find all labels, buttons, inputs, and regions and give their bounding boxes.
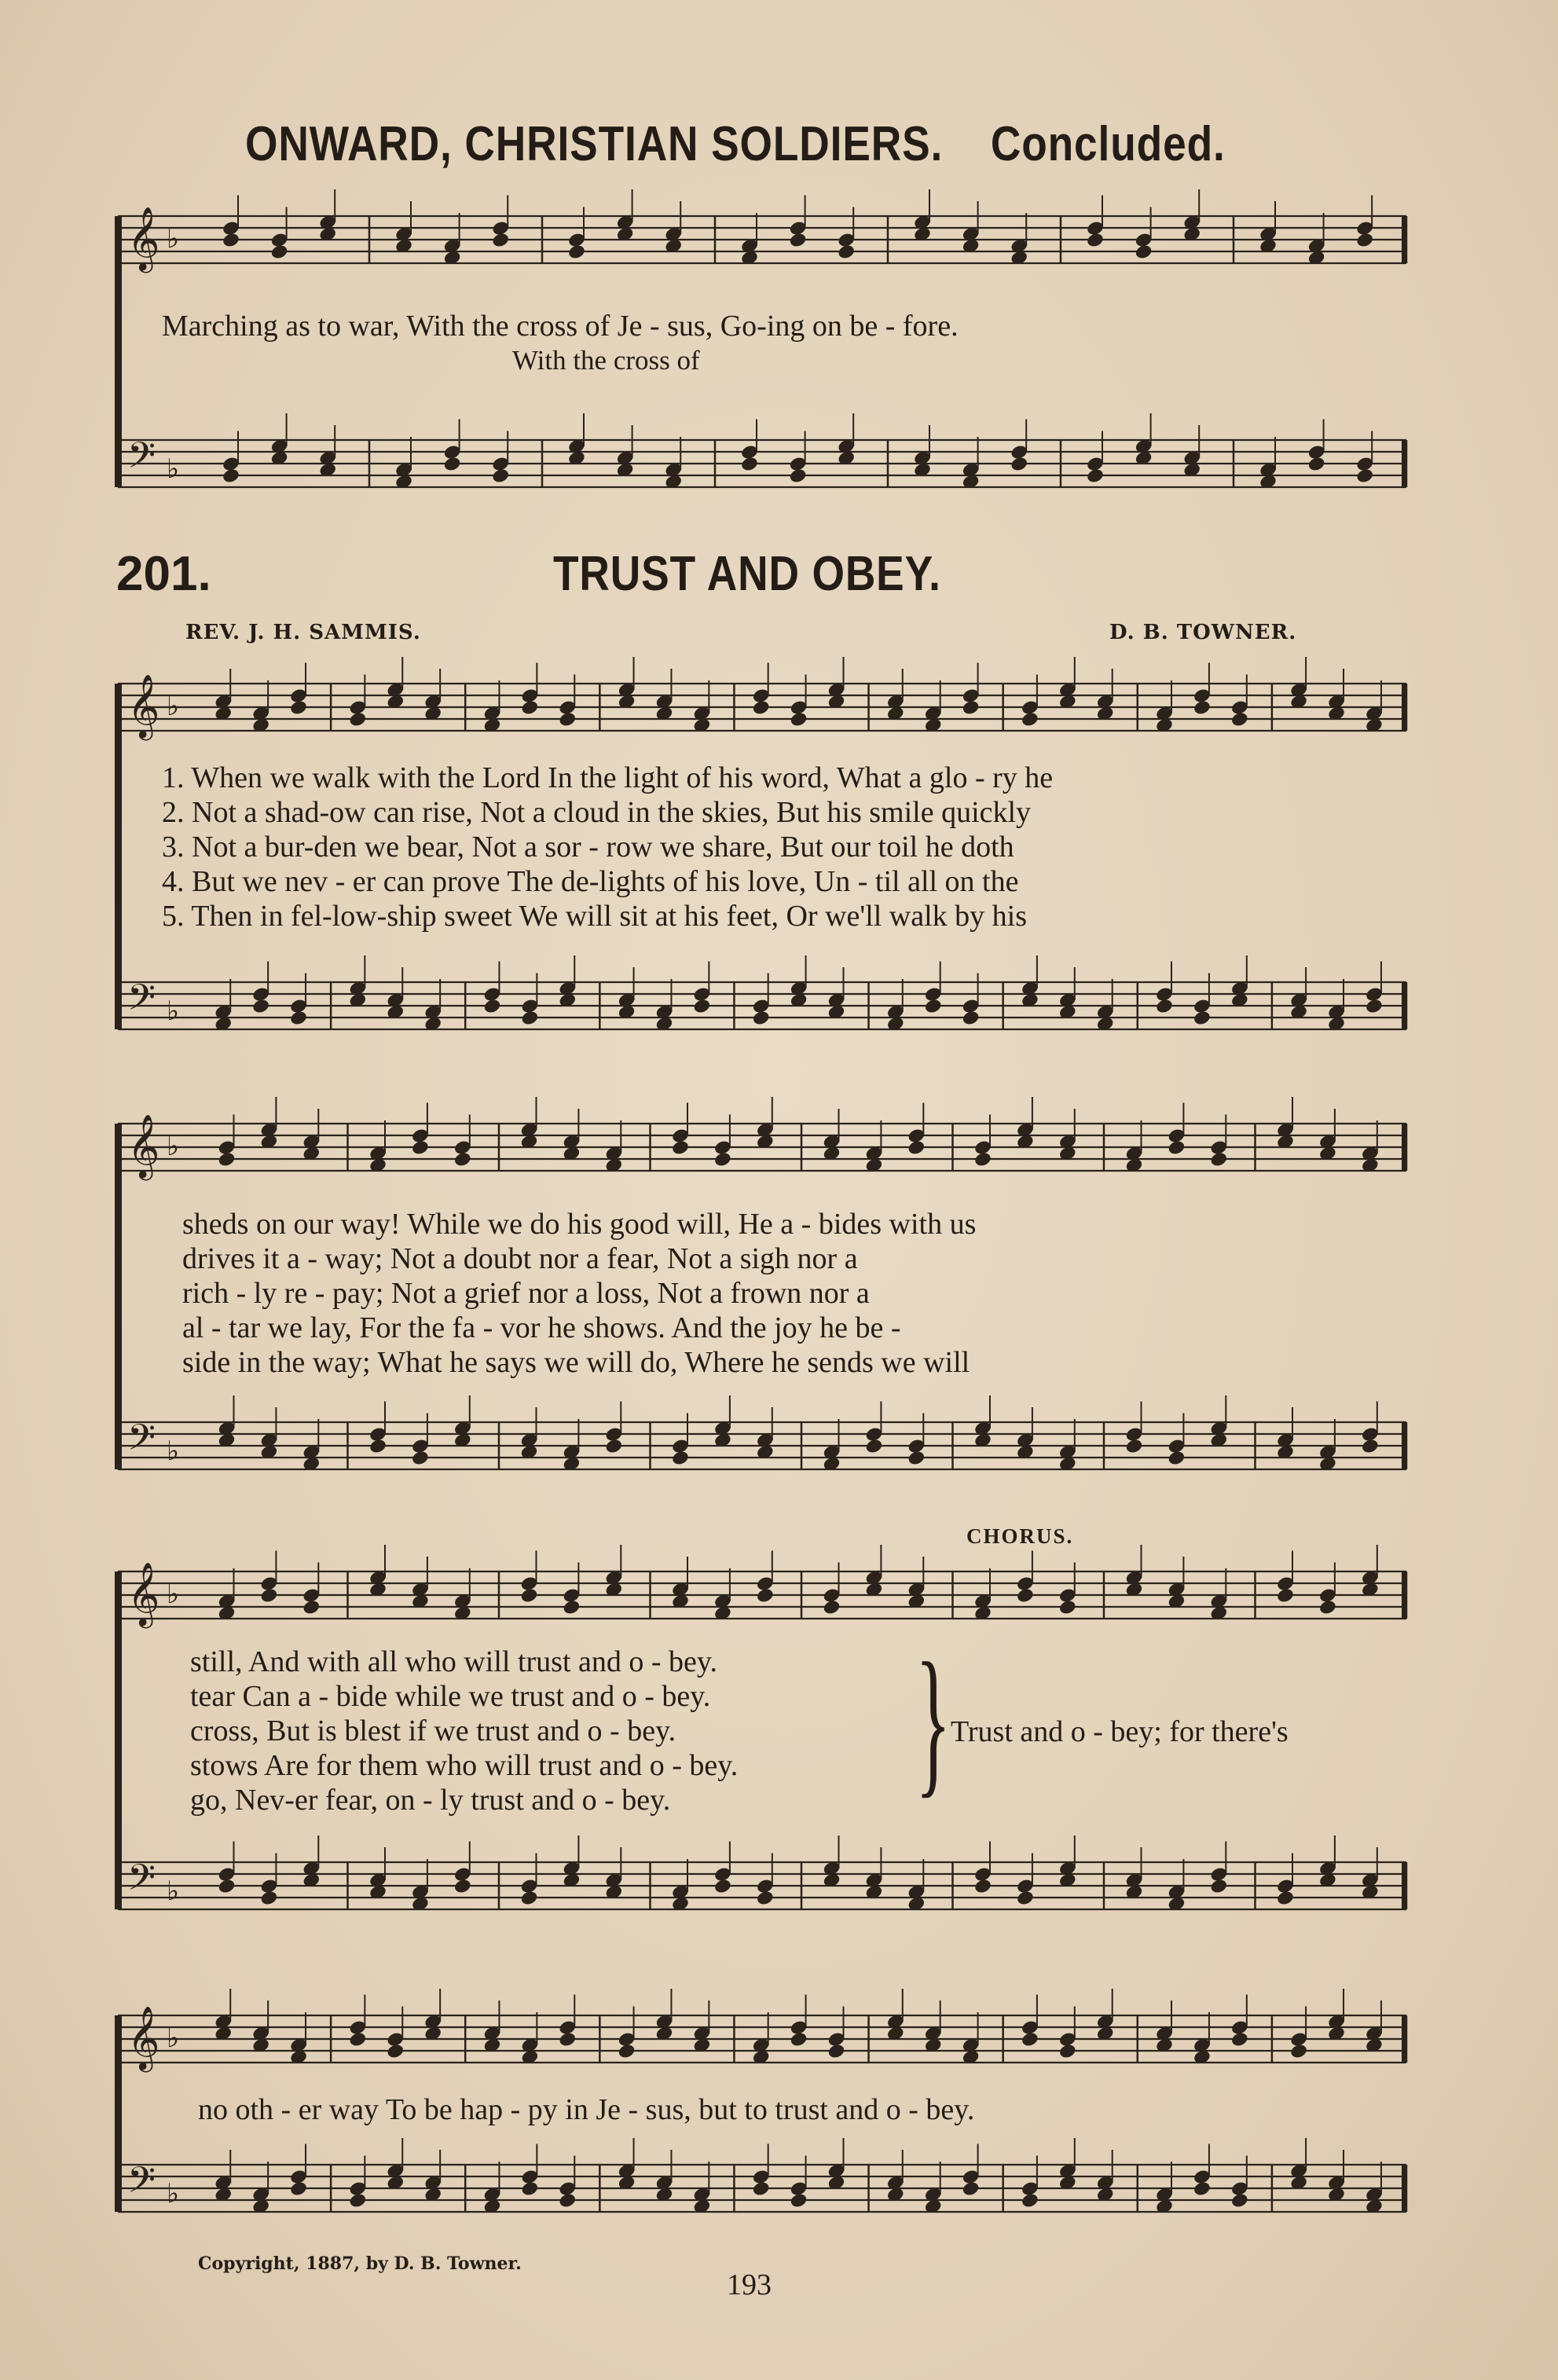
note-head: [827, 2043, 845, 2059]
note-head: [1276, 1890, 1295, 1906]
key-flat: ♭: [167, 1876, 180, 1907]
key-flat: ♭: [167, 453, 180, 485]
note-head: [217, 1151, 236, 1168]
note-head: [1086, 468, 1105, 484]
note-head: [752, 699, 771, 716]
note-head: [756, 1890, 775, 1906]
note-head: [1016, 1587, 1035, 1604]
note-head: [289, 2180, 308, 2197]
note-head: [482, 998, 501, 1014]
note-head: [1058, 2043, 1077, 2059]
note-head: [217, 1878, 236, 1894]
note-head: [558, 2192, 577, 2209]
note-head: [558, 2031, 577, 2048]
note-head: [1016, 1890, 1035, 1906]
note-head: [562, 1599, 581, 1615]
note-head: [1193, 699, 1212, 716]
note-head: [491, 232, 510, 248]
verse-line: go, Nev-er fear, on - ly trust and o - bey.: [190, 1784, 671, 1817]
note-head: [1365, 998, 1384, 1014]
system-bracket: [115, 1124, 122, 1469]
final-bar: [1402, 684, 1407, 731]
note-head: [907, 1139, 926, 1156]
note-head: [519, 1890, 538, 1906]
note-head: [520, 1010, 539, 1026]
treble-clef: 𝄞: [127, 2005, 160, 2070]
note-head: [837, 244, 856, 260]
hymn-number: 201.: [116, 547, 211, 601]
note-head: [520, 699, 539, 716]
note-head: [453, 1878, 472, 1894]
bass-clef: 𝄢: [127, 435, 156, 486]
note-head: [1355, 468, 1374, 484]
note-head: [348, 711, 367, 728]
final-bar: [1402, 1124, 1407, 1171]
final-bar: [1402, 1571, 1407, 1619]
note-head: [1010, 456, 1028, 472]
note-head: [491, 468, 510, 484]
verse-line: rich - ly re - pay; Not a grief nor a loss, Not a frown nor a: [182, 1277, 870, 1310]
verse-line: stows Are for them who will trust and o - bey.: [190, 1749, 739, 1782]
note-head: [453, 1151, 472, 1168]
final-bar: [1402, 216, 1407, 263]
note-head: [713, 1151, 732, 1168]
note-head: [1230, 2031, 1249, 2048]
verse-line: 2. Not a shad-ow can rise, Not a cloud in the skies, But his smile quickly: [162, 796, 1032, 829]
note-head: [822, 1599, 841, 1615]
note-head: [1209, 1151, 1228, 1168]
verse-line: cross, But is blest if we trust and o - bey.: [190, 1714, 676, 1747]
note-head: [1193, 2180, 1212, 2197]
verse-line: 3. Not a bur-den we bear, Not a sor - row we share, But our toil he doth: [162, 831, 1014, 864]
note-head: [1086, 232, 1105, 248]
note-head: [302, 1599, 321, 1615]
note-head: [567, 244, 586, 260]
note-head: [348, 2192, 367, 2209]
verse-line: 5. Then in fel-low-ship sweet We will sit at his feet, Or we'll walk by his: [162, 900, 1028, 933]
note-head: [752, 1010, 771, 1026]
bass-clef: 𝄢: [127, 2159, 156, 2210]
treble-clef: 𝄞: [127, 1561, 160, 1626]
note-head: [962, 1010, 981, 1026]
continuation-lyric-line: Marching as to war, With the cross of Je - sus, Go-ing on be - fore.: [162, 310, 959, 343]
note-head: [740, 456, 759, 472]
copyright-notice: Copyright, 1887, by D. B. Towner.: [198, 2253, 522, 2274]
note-head: [789, 711, 808, 728]
note-head: [1193, 1010, 1212, 1026]
note-head: [1289, 2043, 1308, 2059]
chorus-line-2: no oth - er way To be hap - py in Je - sus, but to trust and o - bey.: [198, 2093, 975, 2126]
continuation-title-text: ONWARD, CHRISTIAN SOLDIERS.: [245, 117, 944, 171]
key-flat: ♭: [167, 996, 180, 1027]
note-head: [692, 998, 711, 1014]
note-head: [1318, 1599, 1337, 1615]
note-head: [1307, 456, 1326, 472]
final-bar: [1402, 2015, 1407, 2063]
note-head: [558, 711, 577, 728]
note-head: [520, 2180, 539, 2197]
note-head: [259, 1890, 278, 1906]
note-head: [251, 998, 270, 1014]
note-head: [1230, 2192, 1249, 2209]
composer-credit: D. B. TOWNER.: [1109, 621, 1297, 644]
note-head: [962, 2180, 981, 2197]
concluded-label: Concluded.: [990, 117, 1226, 171]
final-bar: [1402, 440, 1407, 487]
key-flat: ♭: [167, 1579, 180, 1610]
key-flat: ♭: [167, 2178, 180, 2209]
verse-line: still, And with all who will trust and o - bey.: [190, 1645, 717, 1678]
note-head: [962, 699, 981, 716]
note-head: [270, 244, 289, 260]
note-head: [973, 1878, 992, 1894]
verse-line: side in the way; What he says we will do, Where he sends we will: [182, 1346, 970, 1379]
note-head: [789, 2031, 808, 2048]
key-flat: ♭: [167, 1436, 180, 1467]
note-head: [289, 1010, 308, 1026]
note-head: [752, 2180, 771, 2197]
note-head: [1167, 1139, 1186, 1156]
note-head: [789, 2192, 808, 2209]
bass-clef: 𝄢: [127, 1417, 156, 1468]
treble-clef: 𝄞: [127, 206, 160, 270]
verse-line: 1. When we walk with the Lord In the light of his word, What a glo - ry he: [162, 761, 1054, 794]
note-head: [1355, 232, 1374, 248]
final-bar: [1402, 1862, 1407, 1909]
note-head: [864, 1438, 883, 1454]
final-bar: [1402, 2165, 1407, 2212]
verse-brace: }: [915, 1630, 951, 1812]
note-head: [443, 456, 462, 472]
key-flat: ♭: [167, 691, 180, 722]
verse-line: al - tar we lay, For the fa - vor he shows. And the joy he be -: [182, 1311, 901, 1344]
note-head: [671, 1139, 690, 1156]
bass-clef: 𝄢: [127, 977, 156, 1028]
note-head: [222, 468, 240, 484]
note-head: [1167, 1450, 1186, 1466]
note-head: [411, 1450, 430, 1466]
key-flat: ♭: [167, 223, 180, 255]
verse-line: drives it a - way; Not a doubt nor a fear, Not a sigh nor a: [182, 1242, 858, 1275]
note-head: [756, 1587, 775, 1604]
key-flat: ♭: [167, 1131, 180, 1162]
lyricist-credit: REV. J. H. SAMMIS.: [185, 621, 421, 644]
note-head: [1276, 1587, 1295, 1604]
note-head: [368, 1438, 387, 1454]
verse-line: 4. But we nev - er can prove The de-lights of his love, Un - til all on the: [162, 865, 1019, 898]
final-bar: [1402, 982, 1407, 1029]
note-head: [1124, 1438, 1143, 1454]
final-bar: [1402, 1422, 1407, 1469]
note-head: [348, 2031, 367, 2048]
system-bracket: [115, 684, 122, 1029]
note-head: [289, 699, 308, 716]
bass-clef: 𝄢: [127, 1857, 156, 1908]
key-flat: ♭: [167, 2022, 180, 2054]
system-bracket: [115, 1571, 122, 1909]
system-bracket: [115, 2015, 122, 2212]
note-head: [519, 1587, 538, 1604]
verse-line: sheds on our way! While we do his good will, He a - bides with us: [182, 1208, 977, 1241]
note-head: [1021, 2192, 1039, 2209]
treble-clef: 𝄞: [127, 673, 160, 738]
note-head: [789, 468, 808, 484]
note-head: [1361, 1438, 1380, 1454]
chorus-line-1: Trust and o - bey; for there's: [951, 1715, 1289, 1748]
note-head: [1230, 711, 1249, 728]
note-head: [604, 1438, 623, 1454]
note-head: [1021, 711, 1039, 728]
note-head: [789, 232, 808, 248]
note-head: [1021, 2031, 1039, 2048]
note-head: [924, 998, 943, 1014]
verse-line: tear Can a - bide while we trust and o - bey.: [190, 1680, 711, 1713]
note-head: [222, 232, 240, 248]
note-head: [671, 1450, 690, 1466]
note-head: [386, 2043, 405, 2059]
note-head: [617, 2043, 636, 2059]
note-head: [1155, 998, 1174, 1014]
note-head: [1135, 244, 1153, 260]
chorus-label: CHORUS.: [966, 1524, 1074, 1548]
treble-clef: 𝄞: [127, 1113, 160, 1178]
note-head: [713, 1878, 732, 1894]
hymn-title: TRUST AND OBEY.: [553, 547, 941, 601]
note-head: [1209, 1878, 1228, 1894]
page-number: 193: [727, 2268, 772, 2301]
continuation-alto-line: With the cross of: [512, 345, 700, 376]
note-head: [973, 1151, 992, 1168]
note-head: [1058, 1599, 1077, 1615]
note-head: [907, 1450, 926, 1466]
note-head: [259, 1587, 278, 1604]
note-head: [411, 1139, 430, 1156]
system-bracket: [115, 216, 122, 487]
